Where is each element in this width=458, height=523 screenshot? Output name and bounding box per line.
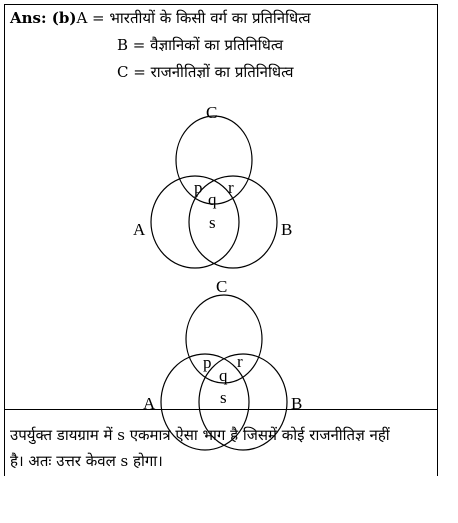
venn-diagram-2-labels <box>143 277 302 413</box>
label-c: C <box>216 277 228 296</box>
label-p: p <box>194 178 203 197</box>
conclusion-line-2: है। अतः उत्तर केवल s होगा। <box>10 452 163 470</box>
label-b: B <box>281 220 293 239</box>
answer-prefix: Ans: (b) <box>10 9 77 27</box>
label-r: r <box>228 178 234 197</box>
definition-c: C = राजनीतिज्ञों का प्रतिनिधित्व <box>117 63 294 81</box>
label-s: s <box>220 388 227 407</box>
definition-a: A = भारतीयों के किसी वर्ग का प्रतिनिधित्व <box>76 9 311 27</box>
label-q: q <box>219 366 228 385</box>
label-a: A <box>143 394 156 413</box>
label-p: p <box>203 353 212 372</box>
label-s: s <box>209 213 216 232</box>
venn-diagram-1-labels <box>133 103 292 239</box>
conclusion-line-1: उपर्युक्त डायग्राम में s एकमात्र ऐसा भाग है जिसमें कोई राजनीतिज्ञ नहीं <box>10 426 390 444</box>
label-a: A <box>133 220 146 239</box>
conclusion-text <box>10 422 434 474</box>
definition-b: B = वैज्ञानिकों का प्रतिनिधित्व <box>117 36 284 54</box>
label-b: B <box>291 394 303 413</box>
label-q: q <box>208 190 217 209</box>
label-c: C <box>206 103 218 122</box>
label-r: r <box>237 352 243 371</box>
